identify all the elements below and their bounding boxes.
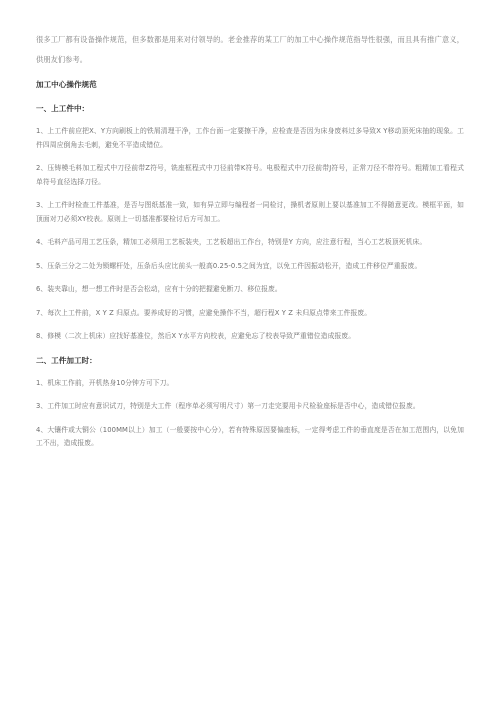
list-item: 1、上工件前应把X、Y方向刷板上的铁屑清理干净，工作台面一定要擦干净，应检查是否因为床身废料过多导致X Y移动顶死床抽的现象。工件四周应倒角去毛刺，避免不平造成错位。 bbox=[36, 127, 464, 149]
section-heading: 二、工件加工时： bbox=[36, 355, 97, 365]
intro-paragraph: 很多工厂都有设备操作规范，但多数都是用来对付领导的。老金推荐的某工厂的加工中心操作规范指导性很强，而且具有推广意义，供朋友们参考。 bbox=[36, 35, 464, 64]
list-item: 3、工件加工时应有意识试刀，特别是大工件（程序单必须写明尺寸）第一刀走完要用卡尺检验座标是否中心，造成错位报废。 bbox=[36, 402, 420, 410]
list-item: 1、机床工作前，开机热身10分钟方可下刀。 bbox=[36, 378, 174, 387]
section-upper-workpiece bbox=[36, 102, 464, 344]
list-item: 4、大镶件或大铜公（100MM以上）加工（一般要按中心分），若有特殊原因要偏座标，一定得考虑工件的垂直度是否在加工范围内，以免加工不出，造成报废。 bbox=[36, 425, 464, 447]
list-item: 5、压条三分之二处为锁螺杆处，压条后头应比前头一般高0.25-0.5之间为宜，以免工件因振动松开，造成工件移位严重报废。 bbox=[36, 261, 422, 270]
list-item: 8、修模（二次上机床）应找好基准位，然后X Y水平方向校表，应避免忘了校表导致严重错位造成报废。 bbox=[36, 332, 356, 340]
list-item: 3、上工件时检查工件基准，是否与图纸基准一致，如有异立即与编程者一同检讨，操机者原则上要以基准加工不得随意更改。模框平面，如顶面对刀必须XY校表。原则上一切基准都要检讨后方可加工。 bbox=[36, 201, 464, 223]
document-content bbox=[36, 30, 464, 461]
section-workpiece-machining bbox=[36, 354, 464, 451]
document-title: 加工中心操作规范 bbox=[36, 80, 97, 89]
section-heading: 一、上工件中： bbox=[36, 104, 90, 113]
list-item: 2、压铸模毛料加工程式中刀径前带Z符号，铣座框程式中刀径前带K符号。电极程式中刀径前带J符号，正常刀径不带符号。粗精加工看程式单符号直径选择刀径。 bbox=[36, 164, 464, 186]
list-item: 4、毛料产品可用工艺压条，精加工必须用工艺板装夹，工艺板超出工作台，特别是Y 方向，应注意行程，当心工艺板顶死机床。 bbox=[36, 238, 427, 246]
list-item: 7、每次上工件前，X Y Z 归原点。要养成好的习惯，应避免操作不当，超行程X Y Z 未归原点带来工件报废。 bbox=[36, 308, 372, 317]
list-item: 6、装夹靠山，想一想工件时是否会松动，应有十分的把握避免断刀、移位报废。 bbox=[36, 285, 282, 293]
